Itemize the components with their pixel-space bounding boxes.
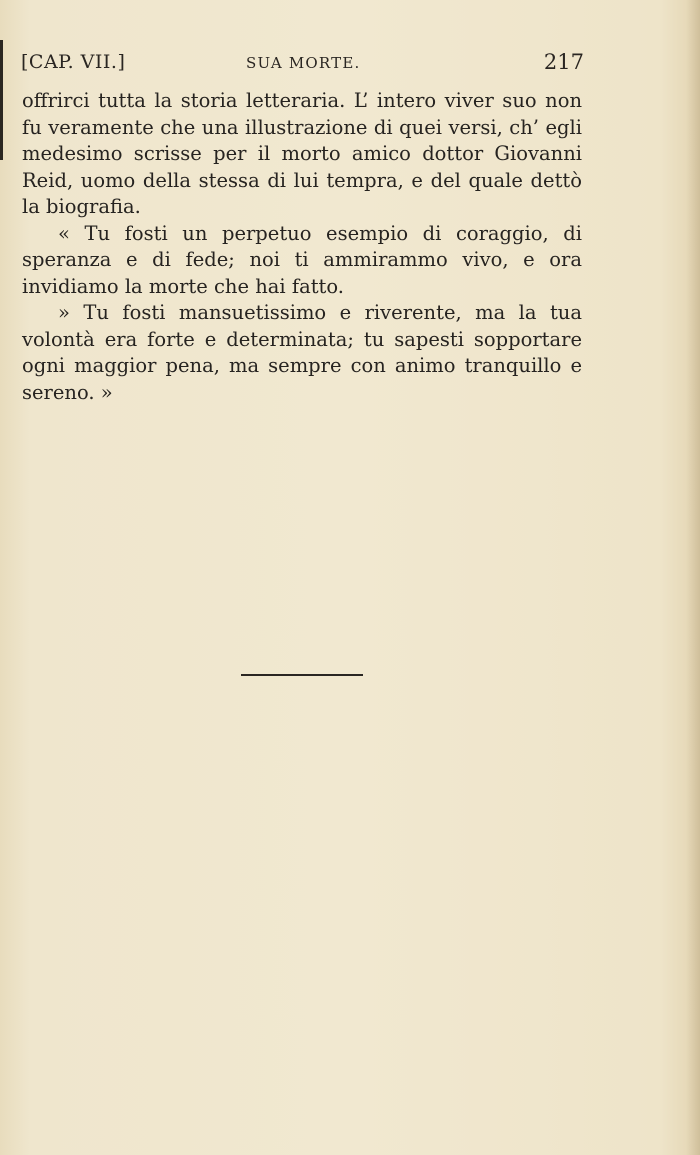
chapter-label: [CAP. VII.] (21, 51, 126, 73)
end-rule (241, 674, 363, 676)
running-title: SUA MORTE. (246, 54, 361, 72)
binding-edge (0, 40, 3, 160)
paragraph: » Tu fosti mansuetissimo e riverente, ma la tua volontà era forte e determinata; tu sapesti sopportare ogni maggior pena, ma sempre con animo tranquillo e sereno. » (22, 301, 582, 404)
running-header (21, 49, 584, 79)
paragraph: « Tu fosti un perpetuo esempio di coraggio, di speranza e di fede; noi ti ammirammo vivo, e ora invidiamo la morte che hai fatto. (22, 221, 582, 298)
body-text (22, 88, 582, 406)
page-edge-shadow (686, 0, 700, 1155)
page-number: 217 (543, 50, 584, 74)
paragraph: offrirci tutta la storia letteraria. L’ intero viver suo non fu veramente che una illustrazione di quei versi, ch’ egli medesimo scrisse per il morto amico dottor Giovanni Reid, uomo della stessa di lui tempra, e del quale dettò la biografia. (22, 89, 582, 218)
